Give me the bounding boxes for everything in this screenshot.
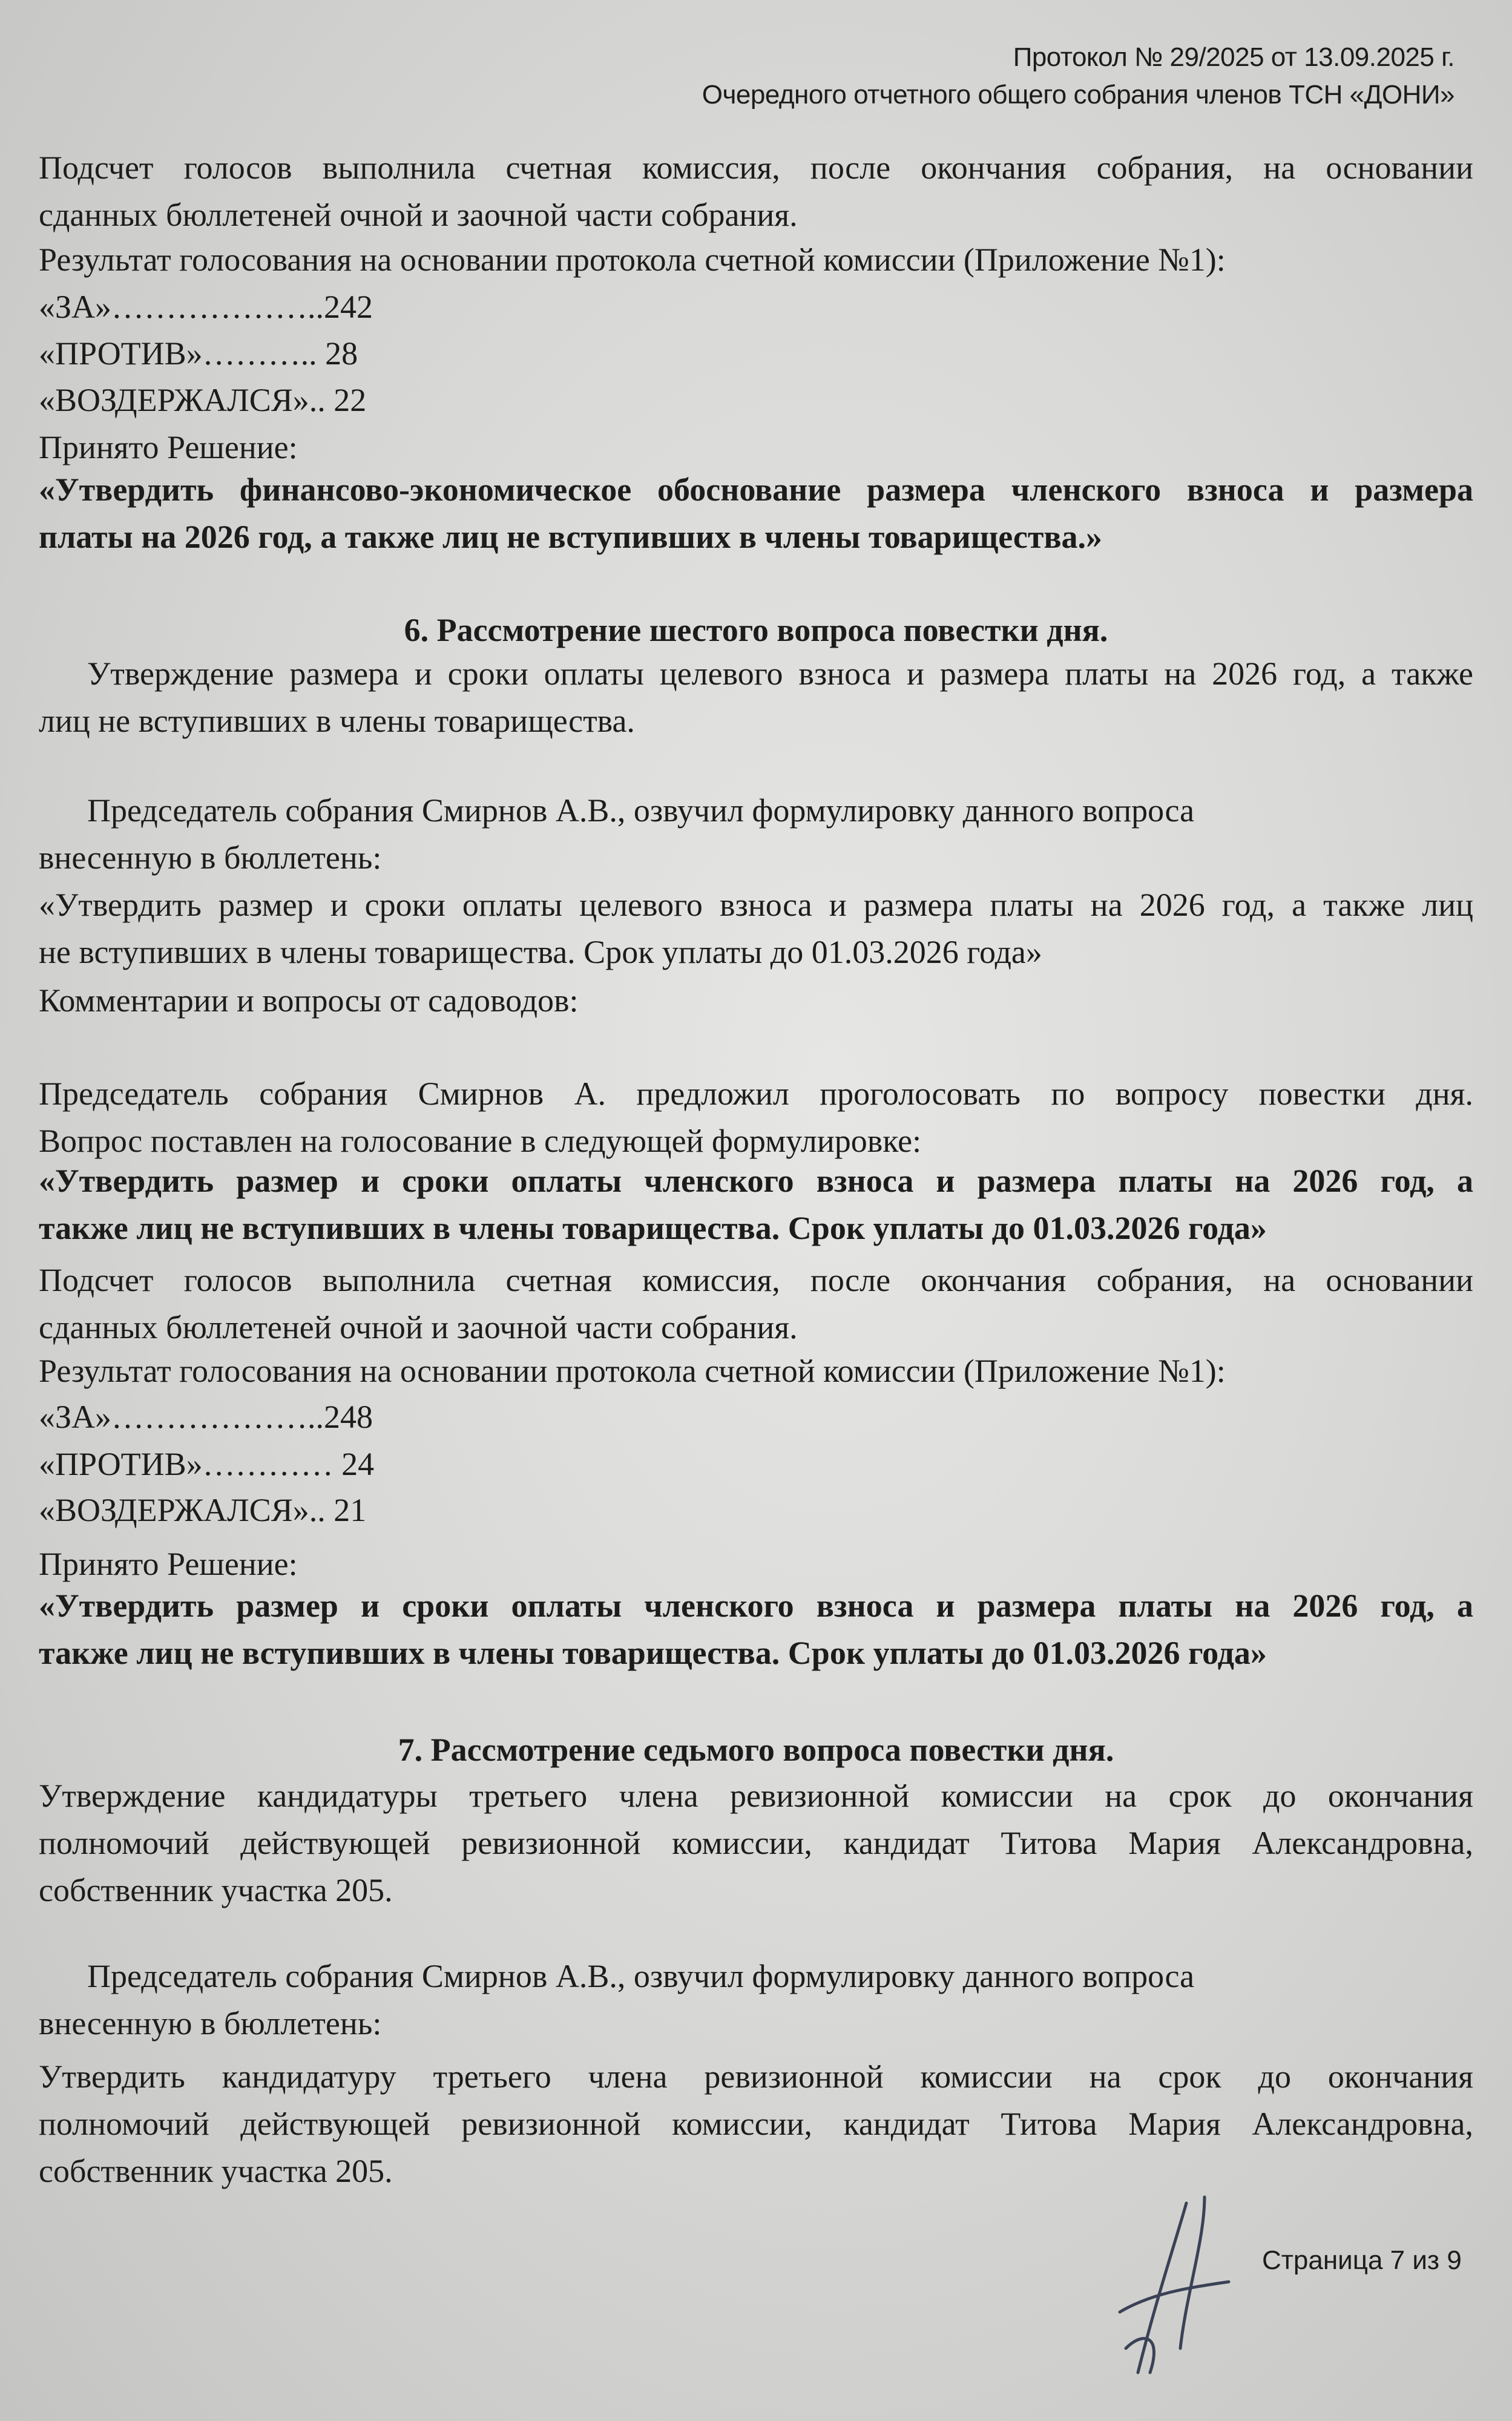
- line: полномочий действующей ревизионной комиссии, кандидат Титова Мария Александровна,: [39, 2106, 1473, 2142]
- q6-chair: [39, 787, 1473, 881]
- q6-vote-za: «ЗА»………………..248: [39, 1399, 373, 1435]
- line: Утверждение кандидатуры третьего члена ревизионной комиссии на срок до окончания: [39, 1778, 1473, 1814]
- line: Подсчет голосов выполнила счетная комиссия, после окончания собрания, на основании: [39, 149, 1473, 186]
- q7-heading: 7. Рассмотрение седьмого вопроса повестки дня.: [398, 1732, 1114, 1768]
- line: Утверждение размера и сроки оплаты целевого взноса и размера платы на 2026 год, а также: [87, 655, 1473, 692]
- line: «Утвердить размер и сроки оплаты целевого взноса и размера платы на 2026 год, а также лиц: [39, 887, 1473, 923]
- q6-decision-label: Принято Решение:: [39, 1546, 298, 1582]
- line: «Утвердить размер и сроки оплаты членского взноса и размера платы на 2026 год, а: [39, 1588, 1473, 1624]
- s5-count: [39, 144, 1473, 238]
- q6-vote-vozd: «ВОЗДЕРЖАЛСЯ».. 21: [39, 1492, 367, 1528]
- line: не вступивших в члены товарищества. Срок уплаты до 01.03.2026 года»: [39, 934, 1042, 970]
- line: сданных бюллетеней очной и заочной части собрания.: [39, 197, 798, 233]
- q6-ballot: [39, 881, 1473, 976]
- q6-heading: 6. Рассмотрение шестого вопроса повестки дня.: [404, 612, 1108, 648]
- line: платы на 2026 год, а также лиц не вступивших в члены товарищества.»: [39, 519, 1103, 555]
- line: внесенную в бюллетень:: [39, 839, 382, 876]
- line: также лиц не вступивших в члены товарищества. Срок уплаты до 01.03.2026 года»: [39, 1210, 1267, 1246]
- line: внесенную в бюллетень:: [39, 2005, 382, 2042]
- line: Утвердить кандидатуру третьего члена ревизионной комиссии на срок до окончания: [39, 2058, 1473, 2095]
- line: Председатель собрания Смирнов А.В., озвучил формулировку данного вопроса: [87, 1958, 1195, 1994]
- q6-proposal: [39, 1070, 1473, 1165]
- line: собственник участка 205.: [39, 2153, 393, 2189]
- line: полномочий действующей ревизионной комиссии, кандидат Титова Мария Александровна,: [39, 1825, 1473, 1861]
- q7-topic: [39, 1772, 1473, 1914]
- q6-count: [39, 1256, 1473, 1351]
- line: сданных бюллетеней очной и заочной части собрания.: [39, 1309, 798, 1345]
- header-meeting: Очередного отчетного общего собрания членов ТСН «ДОНИ»: [702, 80, 1454, 110]
- line: Председатель собрания Смирнов А. предложил проголосовать по вопросу повестки дня.: [39, 1076, 1473, 1112]
- page-number: Страница 7 из 9: [1262, 2245, 1462, 2275]
- line: собственник участка 205.: [39, 1872, 393, 1908]
- q7-chair: [39, 1953, 1473, 2047]
- line: Председатель собрания Смирнов А.В., озвучил формулировку данного вопроса: [87, 792, 1195, 829]
- s5-vote-vozd: «ВОЗДЕРЖАЛСЯ».. 22: [39, 382, 367, 418]
- q6-wording: [39, 1157, 1473, 1252]
- s5-decision-label: Принято Решение:: [39, 429, 298, 465]
- line: также лиц не вступивших в члены товарищества. Срок уплаты до 01.03.2026 года»: [39, 1635, 1267, 1671]
- s5-vote-protiv: «ПРОТИВ»……….. 28: [39, 335, 358, 372]
- q6-vote-protiv: «ПРОТИВ»………… 24: [39, 1446, 375, 1482]
- q6-comments: Комментарии и вопросы от садоводов:: [39, 982, 579, 1019]
- line: лиц не вступивших в члены товарищества.: [39, 703, 635, 739]
- q7-ballot: [39, 2053, 1473, 2195]
- q6-decision: [39, 1582, 1473, 1677]
- s5-decision: [39, 466, 1473, 560]
- q6-result: Результат голосования на основании протокола счетной комиссии (Приложение №1):: [39, 1353, 1226, 1389]
- signature-icon: [1114, 2191, 1235, 2385]
- line: «Утвердить финансово-экономическое обоснование размера членского взноса и размера: [39, 471, 1473, 508]
- header-protocol: Протокол № 29/2025 от 13.09.2025 г.: [1013, 42, 1454, 72]
- line: Подсчет голосов выполнила счетная комиссия, после окончания собрания, на основании: [39, 1262, 1473, 1298]
- s5-vote-za: «ЗА»………………..242: [39, 289, 373, 325]
- q6-topic: [39, 650, 1473, 744]
- line: Вопрос поставлен на голосование в следующей формулировке:: [39, 1123, 922, 1159]
- line: «Утвердить размер и сроки оплаты членского взноса и размера платы на 2026 год, а: [39, 1163, 1473, 1199]
- s5-result: Результат голосования на основании протокола счетной комиссии (Приложение №1):: [39, 241, 1226, 278]
